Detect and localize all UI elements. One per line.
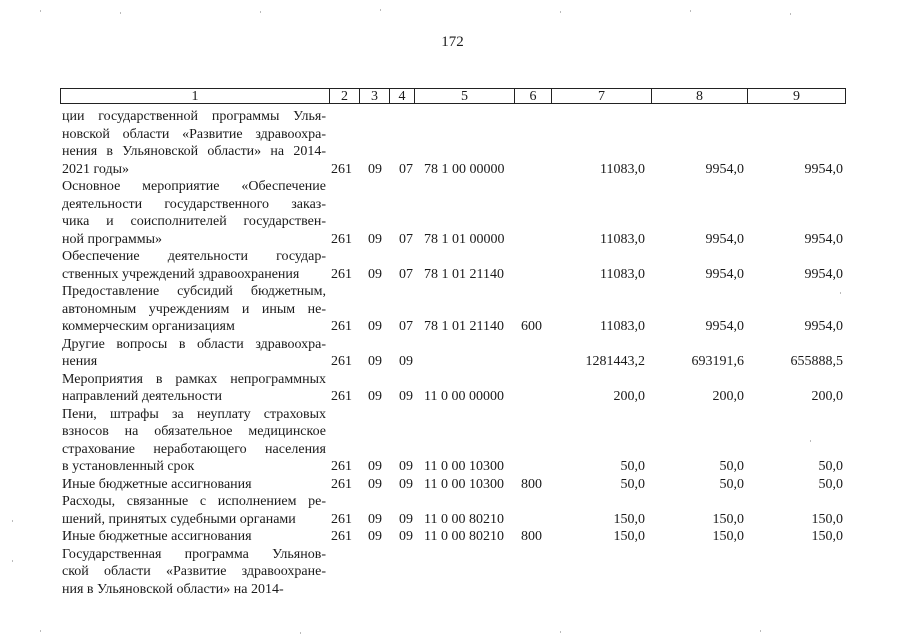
row-description: направлений деятельности	[62, 389, 222, 404]
row-description: ственных учреждений здравоохранения	[62, 266, 300, 282]
scan-speck	[790, 13, 791, 15]
row-cell-c3: 09	[368, 476, 382, 492]
row-cell-c2: 261	[331, 266, 352, 282]
row-cell-c8: 9954,0	[705, 319, 744, 334]
row-cell-c8: 150,0	[712, 529, 744, 544]
row-cell-c2: 261	[331, 389, 352, 404]
row-description: Предоставление субсидий бюджетным,	[62, 284, 326, 299]
row-cell-c9: 9954,0	[804, 231, 843, 247]
row-cell-c3: 09	[368, 459, 382, 474]
header-cell-2: 2	[330, 88, 360, 104]
row-cell-c2: 261	[331, 161, 352, 177]
row-description: Расходы, связанные с исполнением ре-	[62, 494, 326, 509]
row-cell-c3: 09	[368, 389, 382, 404]
page-number: 172	[441, 34, 464, 50]
row-description: ния в Ульяновской области» на 2014-	[62, 581, 284, 597]
row-description: коммерческим организациям	[62, 319, 235, 334]
row-cell-c4: 09	[399, 459, 413, 474]
header-cell-8: 8	[652, 88, 748, 104]
row-description: шений, принятых судебными органами	[62, 511, 296, 527]
row-cell-c7: 11083,0	[600, 266, 645, 282]
row-cell-c4: 09	[399, 476, 413, 492]
row-cell-c5: 11 0 00 80210	[424, 529, 504, 544]
row-cell-c5: 78 1 01 21140	[424, 266, 504, 282]
row-description: страхование неработающего населения	[62, 441, 326, 457]
row-cell-c7: 50,0	[620, 459, 645, 474]
scan-speck	[560, 11, 561, 13]
row-cell-c5: 11 0 00 10300	[424, 476, 504, 492]
row-cell-c8: 693191,6	[691, 354, 744, 369]
row-description: ской области «Развитие здравоохране-	[62, 564, 326, 579]
row-cell-c2: 261	[331, 476, 352, 492]
row-cell-c4: 09	[399, 354, 413, 369]
row-cell-c7: 1281443,2	[585, 354, 645, 369]
row-description: автономным учреждениям и иным не-	[62, 301, 326, 317]
row-description: 2021 годы»	[62, 161, 130, 177]
header-cell-3: 3	[360, 88, 390, 104]
header-cell-6: 6	[515, 88, 552, 104]
row-description: Иные бюджетные ассигнования	[62, 476, 252, 492]
row-description: Обеспечение деятельности государ-	[62, 249, 326, 264]
row-description: Государственная программа Ульянов-	[62, 546, 326, 562]
row-description: новской области «Развитие здравоохра-	[62, 126, 326, 142]
row-description: Другие вопросы в области здравоохра-	[62, 336, 326, 352]
row-cell-c5: 78 1 01 21140	[424, 319, 504, 334]
row-cell-c8: 9954,0	[705, 161, 744, 177]
scan-speck	[12, 560, 13, 562]
scan-speck	[690, 10, 691, 12]
row-cell-c3: 09	[368, 354, 382, 369]
row-cell-c3: 09	[368, 161, 382, 177]
row-cell-c7: 11083,0	[600, 231, 645, 247]
row-cell-c7: 200,0	[613, 389, 645, 404]
row-description: ной программы»	[62, 231, 163, 247]
header-cell-9: 9	[748, 88, 846, 104]
row-cell-c5: 11 0 00 10300	[424, 459, 504, 474]
row-cell-c3: 09	[368, 319, 382, 334]
header-cell-4: 4	[390, 88, 415, 104]
row-cell-c8: 9954,0	[705, 231, 744, 247]
row-cell-c3: 09	[368, 529, 382, 544]
row-cell-c6: 800	[521, 529, 542, 544]
row-cell-c7: 11083,0	[600, 161, 645, 177]
row-description: нения в Ульяновской области» на 2014-	[62, 144, 326, 159]
row-description: в установленный срок	[62, 459, 195, 474]
scan-speck	[380, 9, 381, 11]
row-description: нения	[62, 354, 98, 369]
row-description: ции государственной программы Улья-	[62, 109, 326, 124]
row-cell-c3: 09	[368, 511, 382, 527]
scan-speck	[840, 292, 841, 294]
row-cell-c9: 50,0	[818, 476, 843, 492]
row-cell-c8: 9954,0	[705, 266, 744, 282]
row-cell-c4: 07	[399, 266, 413, 282]
row-cell-c9: 9954,0	[804, 266, 843, 282]
row-cell-c9: 50,0	[818, 459, 843, 474]
row-cell-c4: 09	[399, 529, 413, 544]
row-cell-c8: 200,0	[712, 389, 744, 404]
row-cell-c6: 800	[521, 476, 542, 492]
row-description: чика и соисполнителей государствен-	[62, 214, 326, 229]
row-cell-c5: 11 0 00 00000	[424, 389, 504, 404]
row-description: взносов на обязательное медицинское	[62, 424, 326, 439]
row-cell-c2: 261	[331, 511, 352, 527]
row-cell-c2: 261	[331, 459, 352, 474]
row-cell-c2: 261	[331, 529, 352, 544]
row-cell-c2: 261	[331, 354, 352, 369]
row-cell-c7: 11083,0	[600, 319, 645, 334]
scan-speck	[760, 630, 761, 632]
row-cell-c4: 09	[399, 511, 413, 527]
row-cell-c9: 9954,0	[804, 319, 843, 334]
row-description: Основное мероприятие «Обеспечение	[62, 179, 326, 194]
header-cell-5: 5	[415, 88, 515, 104]
row-cell-c2: 261	[331, 231, 352, 247]
scan-speck	[560, 631, 561, 633]
row-cell-c4: 09	[399, 389, 413, 404]
row-description: деятельности государственного заказ-	[62, 196, 326, 212]
row-cell-c5: 78 1 01 00000	[424, 231, 505, 247]
row-cell-c4: 07	[399, 161, 413, 177]
row-cell-c8: 50,0	[719, 476, 744, 492]
row-cell-c5: 11 0 00 80210	[424, 511, 504, 527]
row-cell-c9: 150,0	[811, 529, 843, 544]
row-cell-c7: 150,0	[613, 511, 645, 527]
scan-speck	[40, 630, 41, 632]
row-cell-c6: 600	[521, 319, 542, 334]
row-cell-c5: 78 1 00 00000	[424, 161, 505, 177]
row-description: Мероприятия в рамках непрограммных	[62, 371, 326, 387]
scan-speck	[40, 10, 41, 12]
row-cell-c4: 07	[399, 231, 413, 247]
header-cell-1: 1	[60, 88, 330, 104]
scan-speck	[300, 632, 301, 634]
row-cell-c7: 50,0	[620, 476, 645, 492]
row-description: Пени, штрафы за неуплату страховых	[62, 406, 326, 422]
scan-speck	[810, 440, 811, 442]
header-cell-7: 7	[552, 88, 652, 104]
row-cell-c3: 09	[368, 231, 382, 247]
row-cell-c8: 150,0	[712, 511, 744, 527]
row-cell-c9: 655888,5	[790, 354, 843, 369]
row-cell-c9: 150,0	[811, 511, 843, 527]
row-cell-c4: 07	[399, 319, 413, 334]
row-cell-c2: 261	[331, 319, 352, 334]
row-description: Иные бюджетные ассигнования	[62, 529, 252, 544]
row-cell-c9: 200,0	[811, 389, 843, 404]
scan-speck	[260, 11, 261, 13]
scan-speck	[12, 520, 13, 522]
row-cell-c3: 09	[368, 266, 382, 282]
scan-speck	[120, 12, 121, 14]
row-cell-c7: 150,0	[613, 529, 645, 544]
row-cell-c8: 50,0	[719, 459, 744, 474]
row-cell-c9: 9954,0	[804, 161, 843, 177]
